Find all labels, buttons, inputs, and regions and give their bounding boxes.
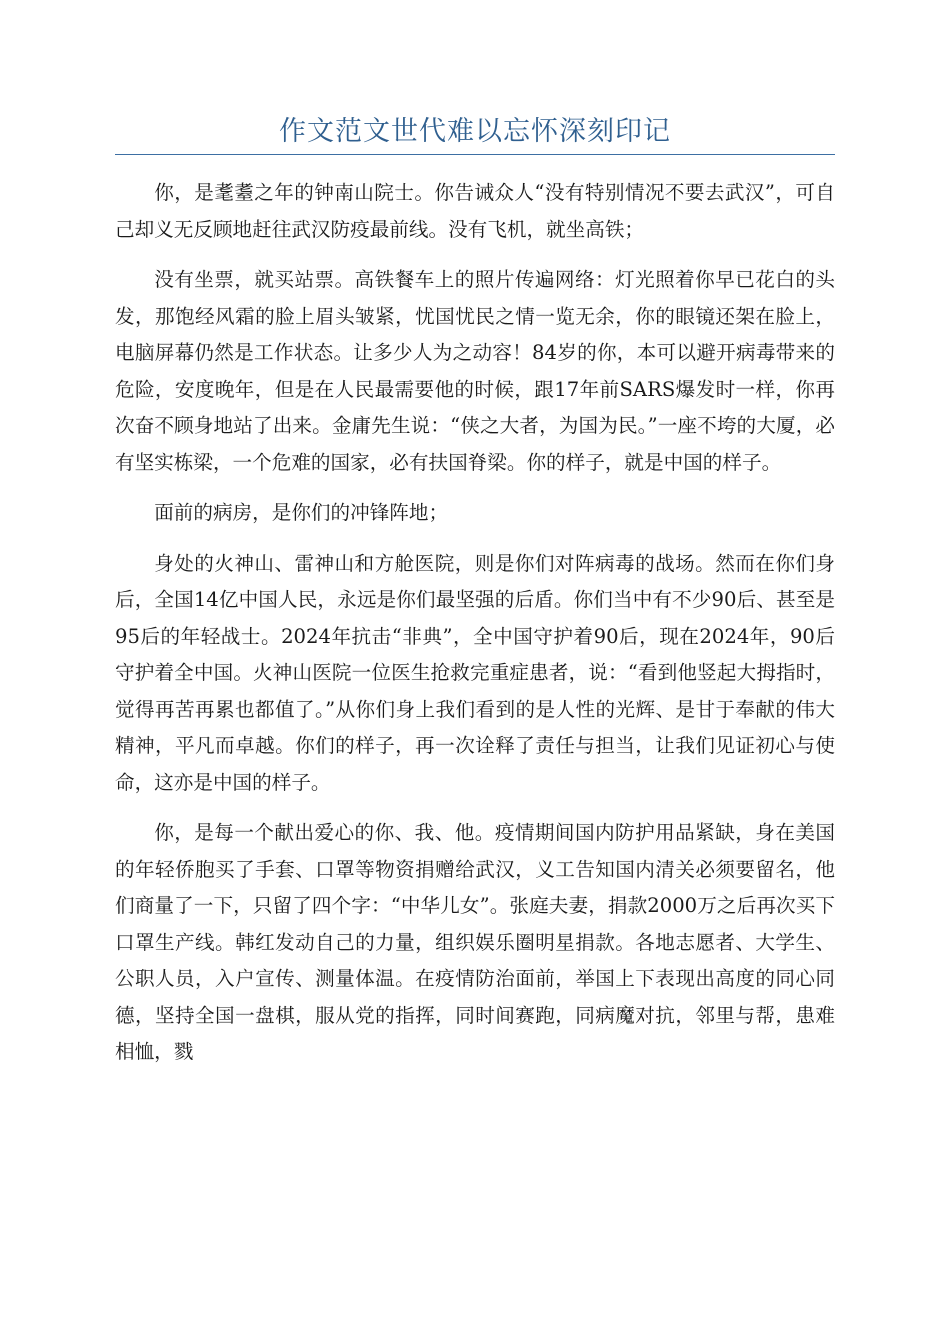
paragraph-spacer [115,532,835,546]
document-title: 作文范文世代难以忘怀深刻印记 [279,116,671,147]
paragraph-spacer [115,801,835,815]
title-underline [115,154,835,155]
document-body [115,175,835,1071]
paragraph-spacer [115,481,835,495]
paragraph-2: 没有坐票，就买站票。高铁餐车上的照片传遍网络：灯光照着你早已花白的头发，那饱经风霜的脸上眉头皱紧，忧国忧民之情一览无余，你的眼镜还架在脸上，电脑屏幕仍然是工作状态。让多少人为之动容！84岁的你，本可以避开病毒带来的危险，安度晚年，但是在人民最需要他的时候，跟17年前SARS爆发时一样，你再次奋不顾身地站了出来。金庸先生说：“侠之大者，为国为民。”一座不垮的大厦，必有坚实栋梁，一个危难的国家，必有扶国脊梁。你的样子，就是中国的样子。 [115,268,835,474]
paragraph-5: 你，是每一个献出爱心的你、我、他。疫情期间国内防护用品紧缺，身在美国的年轻侨胞买了手套、口罩等物资捐赠给武汉，义工告知国内清关必须要留名，他们商量了一下，只留了四个字：“中华儿女”。张庭夫妻，捐款2000万之后再次买下口罩生产线。韩红发动自己的力量，组织娱乐圈明星捐款。各地志愿者、大学生、公职人员，入户宣传、测量体温。在疫情防治面前，举国上下表现出高度的同心同德，坚持全国一盘棋，服从党的指挥，同时间赛跑，同病魔对抗，邻里与帮，患难相恤，戮 [115,821,835,1063]
paragraph-1: 你，是耄耋之年的钟南山院士。你告诫众人“没有特别情况不要去武汉”，可自己却义无反顾地赶往武汉防疫最前线。没有飞机，就坐高铁； [115,181,835,241]
paragraph-4: 身处的火神山、雷神山和方舱医院，则是你们对阵病毒的战场。然而在你们身后，全国14亿中国人民，永远是你们最坚强的后盾。你们当中有不少90后、甚至是95后的年轻战士。2024年抗击“非典”，全中国守护着90后，现在2024年，90后守护着全中国。火神山医院一位医生抢救完重症患者，说：“看到他竖起大拇指时，觉得再苦再累也都值了。”从你们身上我们看到的是人性的光辉、是甘于奉献的伟大精神，平凡而卓越。你们的样子，再一次诠释了责任与担当，让我们见证初心与使命，这亦是中国的样子。 [115,551,835,794]
paragraph-spacer [115,248,835,262]
paragraph-3: 面前的病房，是你们的冲锋阵地； [154,501,449,524]
